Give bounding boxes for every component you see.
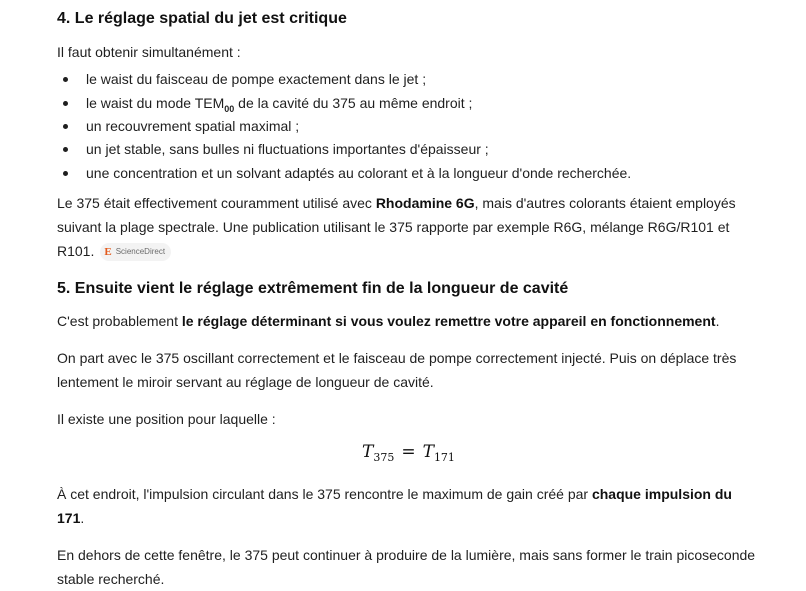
bullet-icon xyxy=(63,124,68,129)
cavity-equation: $T_{375} = T_{171}$ xyxy=(362,442,455,464)
section-4-intro: Il faut obtenir simultanément : xyxy=(57,44,241,60)
section-5-p5: En dehors de cette fenêtre, le 375 peut continuer à produire de la lumière, mais sans former le train picoseconde stable recherché. xyxy=(57,547,756,587)
section-4-heading: 4. Le réglage spatial du jet est critique xyxy=(57,10,347,27)
section-5-heading: 5. Ensuite vient le réglage extrêmement fin de la longueur de cavité xyxy=(57,280,569,297)
bullet-icon xyxy=(63,147,68,152)
bullet-icon xyxy=(63,77,68,82)
bullet-icon xyxy=(63,171,68,176)
section-5-p2: On part avec le 375 oscillant correctement et le faisceau de pompe correctement injecté. Puis on déplace très lentement le miroir servant au réglage de longueur de cavité. xyxy=(57,350,737,390)
section-5-p1: C'est probablement le réglage déterminant si vous voulez remettre votre appareil en fonctionnement. xyxy=(57,313,720,329)
sciencedirect-icon: E xyxy=(104,246,112,258)
section-5-p3: Il existe une position pour laquelle : xyxy=(57,411,276,427)
dye-paragraph: Le 375 était effectivement couramment utilisé avec Rhodamine 6G, mais d'autres colorants étaient employés suivant la plage spectrale. Une publication utilisant le 375 rapporte par exemple R6G, mélange R6G/R101 et R101. E ScienceDirect xyxy=(57,195,736,259)
section-5-p4: À cet endroit, l'impulsion circulant dans le 375 rencontre le maximum de gain créé par chaque impulsion du 171. xyxy=(57,486,732,526)
bullet-icon xyxy=(63,101,68,106)
source-chip[interactable]: E ScienceDirect xyxy=(100,243,171,261)
